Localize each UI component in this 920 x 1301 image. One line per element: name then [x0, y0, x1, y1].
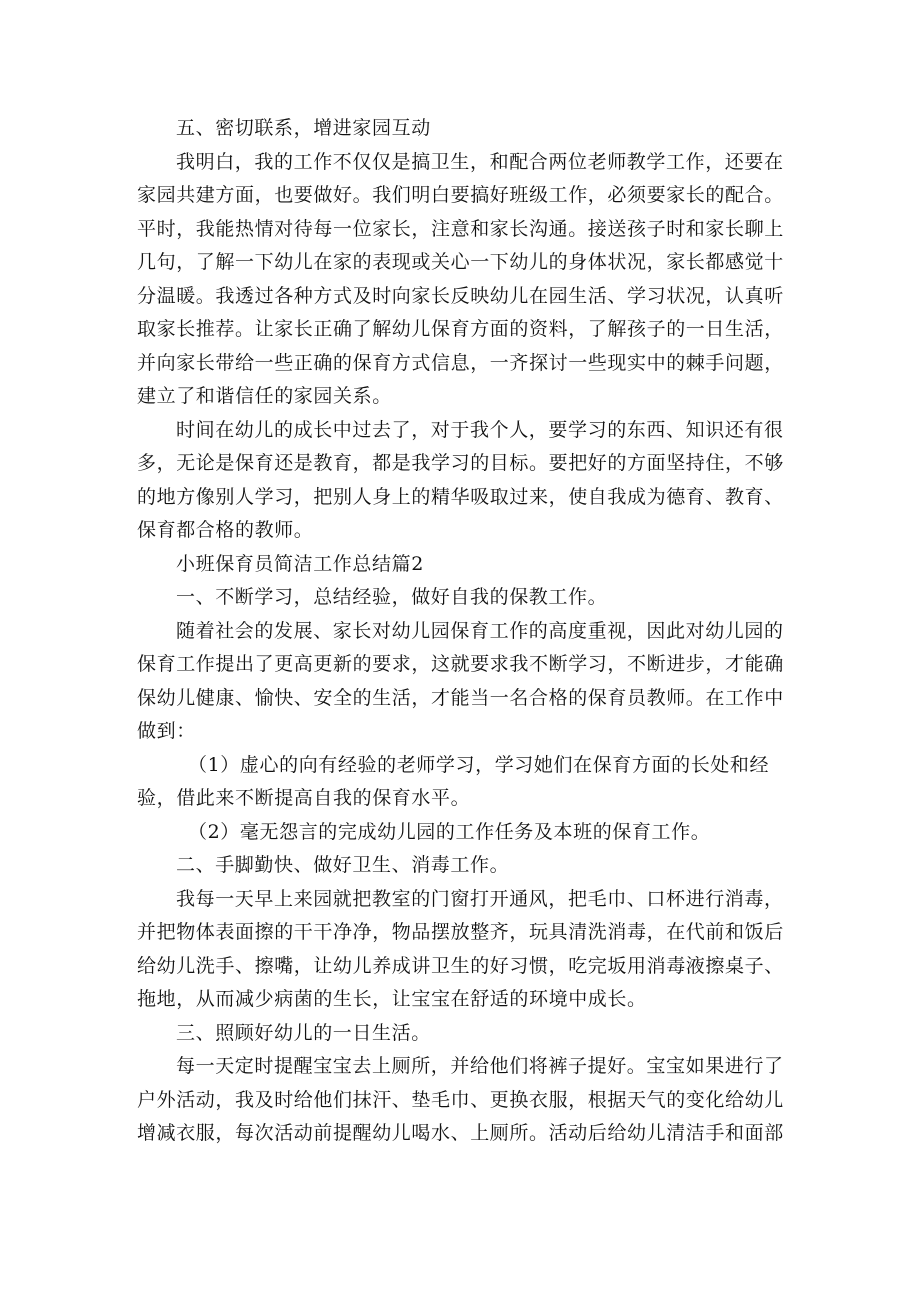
paragraph-line: 取家长推荐。让家长正确了解幼儿保育方面的资料，了解孩子的一日生活， — [137, 318, 784, 340]
paragraph-line: 几句，了解一下幼儿在家的表现或关心一下幼儿的身体状况，家长都感觉十 — [137, 251, 784, 273]
section-heading: 二、手脚勤快、做好卫生、消毒工作。 — [176, 854, 510, 876]
paragraph-line: 多，无论是保育还是教育，都是我学习的目标。要把好的方面坚持住，不够 — [137, 452, 784, 474]
article-title: 小班保育员简洁工作总结篇2 — [176, 553, 424, 575]
paragraph-line: 我明白，我的工作不仅仅是搞卫生，和配合两位老师教学工作，还要在 — [176, 151, 784, 173]
list-item-line: （2）毫无怨言的完成幼儿园的工作任务及本班的保育工作。 — [188, 821, 711, 843]
paragraph-line: 户外活动，我及时给他们抹汗、垫毛巾、更换衣服，根据天气的变化给幼儿 — [137, 1089, 784, 1111]
section-heading: 一、不断学习，总结经验，做好自我的保教工作。 — [176, 586, 608, 608]
section-heading: 三、照顾好幼儿的一日生活。 — [176, 1022, 431, 1044]
paragraph-line: 并向家长带给一些正确的保育方式信息，一齐探讨一些现实中的棘手问题， — [137, 352, 784, 374]
paragraph-line: 家园共建方面，也要做好。我们明白要搞好班级工作，必须要家长的配合。 — [137, 184, 784, 206]
paragraph-line: 时间在幼儿的成长中过去了，对于我个人，要学习的东西、知识还有很 — [176, 419, 784, 441]
paragraph-line: 建立了和谐信任的家园关系。 — [137, 385, 392, 407]
paragraph-line: 拖地，从而减少病菌的生长，让宝宝在舒适的环境中成长。 — [137, 988, 647, 1010]
paragraph-line: 保育工作提出了更高更新的要求，这就要求我不断学习，不断进步，才能确 — [137, 653, 784, 675]
paragraph-line: 保育都合格的教师。 — [137, 519, 314, 541]
paragraph-line: 增减衣服，每次活动前提醒幼儿喝水、上厕所。活动后给幼儿清洁手和面部 — [137, 1122, 784, 1144]
section-heading: 五、密切联系，增进家园互动 — [176, 117, 431, 139]
paragraph-line: 随着社会的发展、家长对幼儿园保育工作的高度重视，因此对幼儿园的 — [176, 620, 784, 642]
paragraph-line: 给幼儿洗手、擦嘴，让幼儿养成讲卫生的好习惯，吃完坂用消毒液擦桌子、 — [137, 955, 784, 977]
list-item-line: （1）虚心的向有经验的老师学习，学习她们在保育方面的长处和经 — [188, 754, 770, 776]
paragraph-line: 做到： — [137, 720, 196, 742]
paragraph-line: 每一天定时提醒宝宝去上厕所，并给他们将裤子提好。宝宝如果进行了 — [176, 1055, 784, 1077]
list-item-line: 验，借此来不断提高自我的保育水平。 — [137, 787, 471, 809]
paragraph-line: 平时，我能热情对待每一位家长，注意和家长沟通。接送孩子时和家长聊上 — [137, 218, 784, 240]
paragraph-line: 分温暖。我透过各种方式及时向家长反映幼儿在园生活、学习状况，认真听 — [137, 285, 784, 307]
paragraph-line: 的地方像别人学习，把别人身上的精华吸取过来，使自我成为德育、教育、 — [137, 486, 784, 508]
paragraph-line: 并把物体表面擦的干干净净，物品摆放整齐，玩具清洗消毒，在代前和饭后 — [137, 921, 784, 943]
paragraph-line: 我每一天早上来园就把教室的门窗打开通风，把毛巾、口杯进行消毒， — [176, 888, 784, 910]
paragraph-line: 保幼儿健康、愉快、安全的生活，才能当一名合格的保育员教师。在工作中 — [137, 687, 784, 709]
